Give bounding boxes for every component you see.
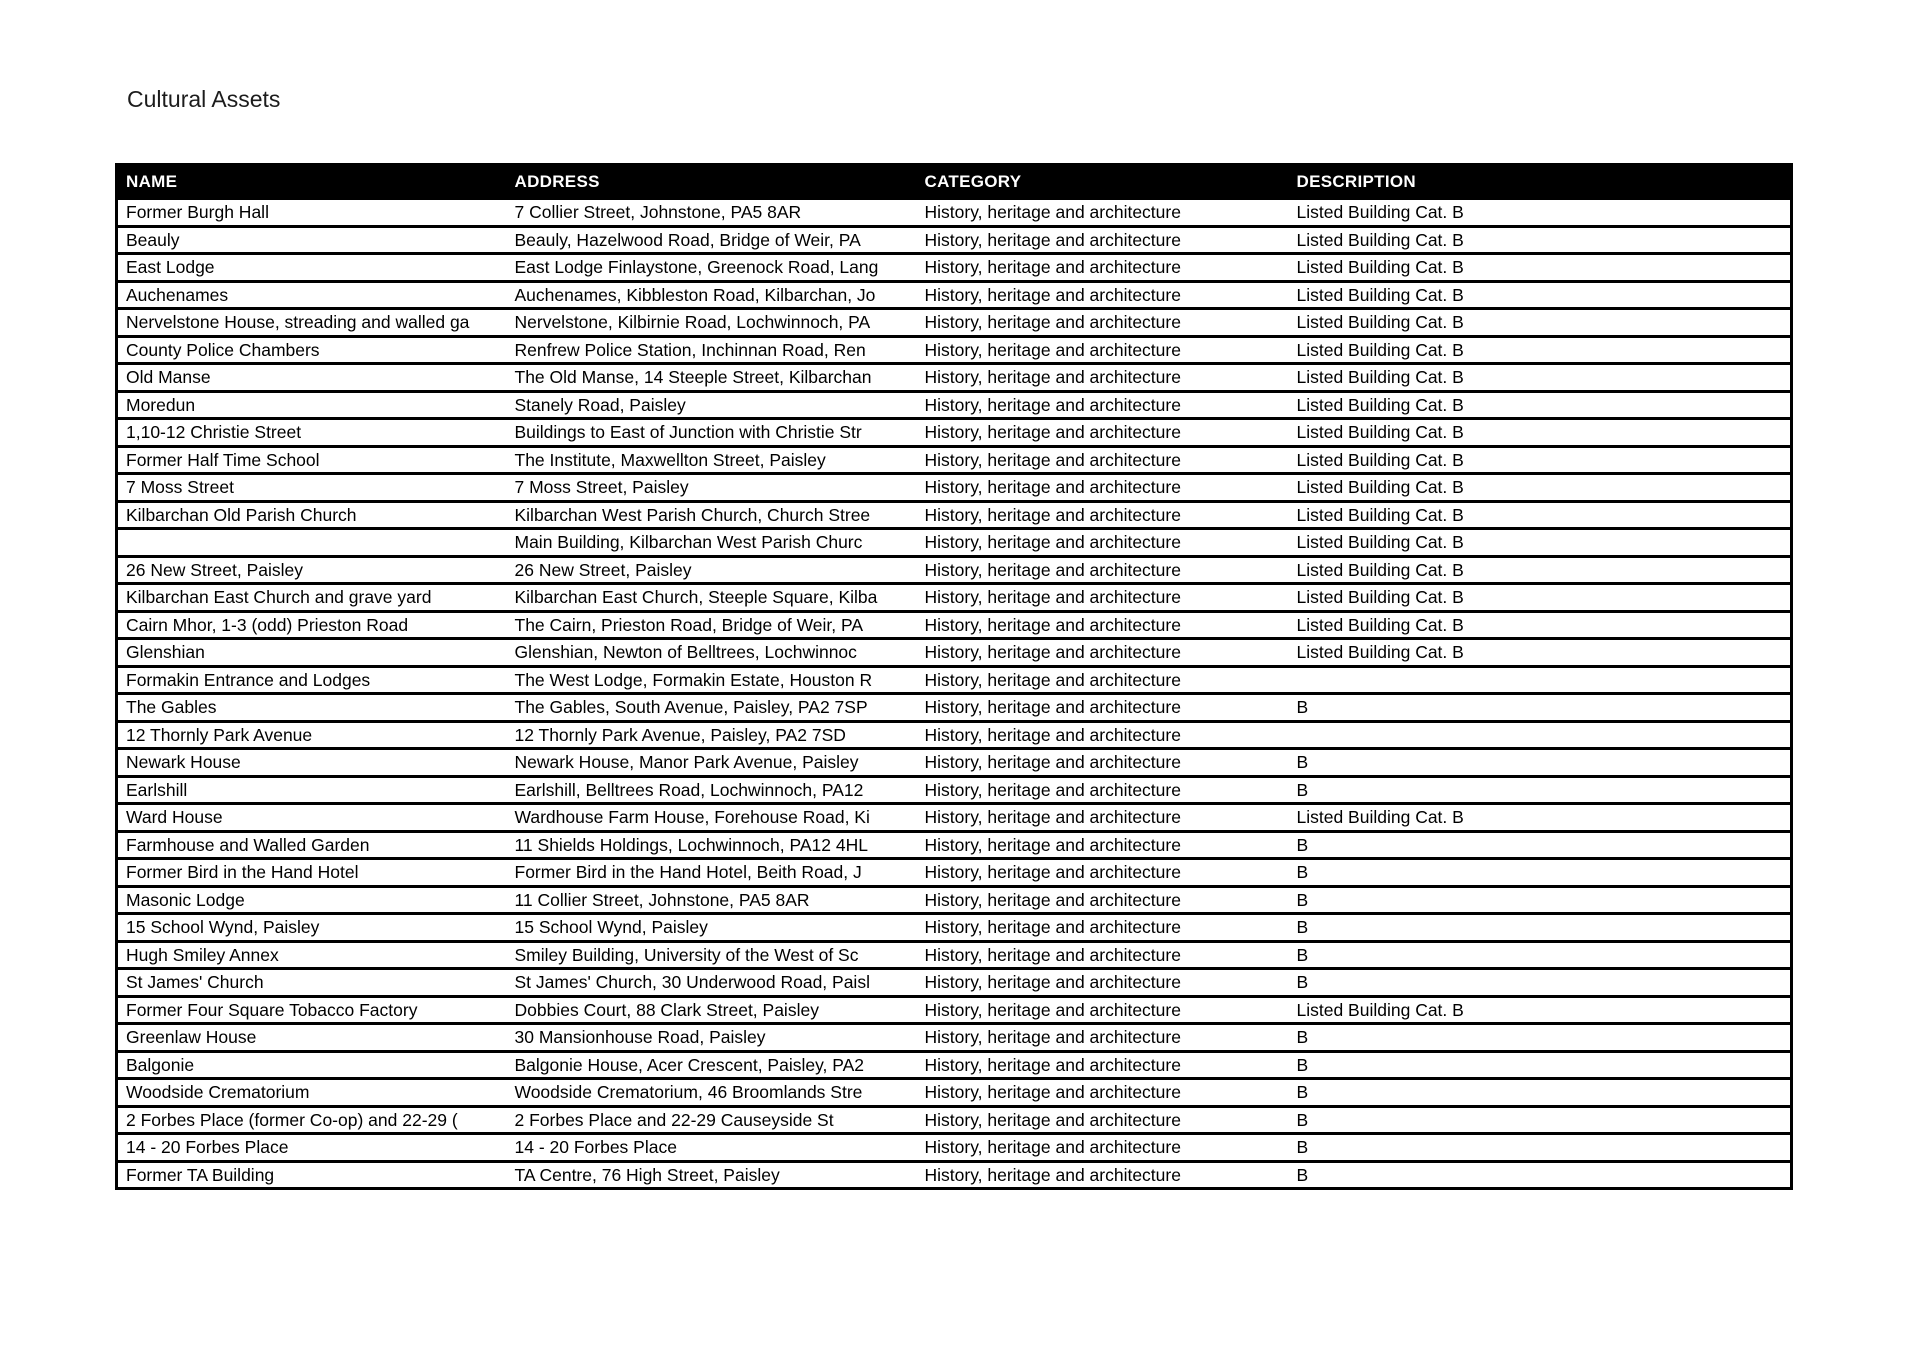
description-cell: B [1289,776,1792,804]
category-cell: History, heritage and architecture [917,776,1289,804]
table-row [117,639,1792,667]
table-row [117,474,1792,502]
description-cell: B [1289,914,1792,942]
table-row [117,776,1792,804]
table-row [117,1161,1792,1189]
name-cell: 7 Moss Street [117,474,507,502]
table-row [117,529,1792,557]
description-cell: Listed Building Cat. B [1289,391,1792,419]
category-cell: History, heritage and architecture [917,886,1289,914]
address-cell: Smiley Building, University of the West of Sc [507,941,917,969]
name-cell: Moredun [117,391,507,419]
page-title: Cultural Assets [127,86,281,112]
description-cell: Listed Building Cat. B [1289,336,1792,364]
category-cell: History, heritage and architecture [917,501,1289,529]
category-cell: History, heritage and architecture [917,1051,1289,1079]
category-cell: History, heritage and architecture [917,611,1289,639]
name-cell: 26 New Street, Paisley [117,556,507,584]
table-row [117,969,1792,997]
name-cell: County Police Chambers [117,336,507,364]
name-cell: Balgonie [117,1051,507,1079]
description-cell [1289,721,1792,749]
address-cell: Auchenames, Kibbleston Road, Kilbarchan, Jo [507,281,917,309]
category-cell: History, heritage and architecture [917,1079,1289,1107]
category-cell: History, heritage and architecture [917,584,1289,612]
address-cell: 15 School Wynd, Paisley [507,914,917,942]
description-cell: B [1289,1134,1792,1162]
category-cell: History, heritage and architecture [917,1161,1289,1189]
category-cell: History, heritage and architecture [917,281,1289,309]
name-cell: The Gables [117,694,507,722]
address-cell: 14 - 20 Forbes Place [507,1134,917,1162]
table-row [117,364,1792,392]
table-row [117,1134,1792,1162]
address-cell: Nervelstone, Kilbirnie Road, Lochwinnoch, PA [507,309,917,337]
description-cell: Listed Building Cat. B [1289,611,1792,639]
name-cell: Ward House [117,804,507,832]
address-cell: 26 New Street, Paisley [507,556,917,584]
table-row [117,226,1792,254]
address-cell: East Lodge Finlaystone, Greenock Road, Lang [507,254,917,282]
description-cell: Listed Building Cat. B [1289,556,1792,584]
table-row [117,749,1792,777]
table-row [117,419,1792,447]
category-cell: History, heritage and architecture [917,969,1289,997]
category-cell: History, heritage and architecture [917,1134,1289,1162]
description-cell: B [1289,831,1792,859]
table-row [117,309,1792,337]
name-cell: Hugh Smiley Annex [117,941,507,969]
description-cell: Listed Building Cat. B [1289,254,1792,282]
name-cell: Nervelstone House, streading and walled ga [117,309,507,337]
name-cell [117,529,507,557]
category-cell: History, heritage and architecture [917,804,1289,832]
name-cell: Old Manse [117,364,507,392]
description-cell: B [1289,749,1792,777]
table-row [117,446,1792,474]
description-cell: Listed Building Cat. B [1289,199,1792,227]
category-cell: History, heritage and architecture [917,1024,1289,1052]
category-cell: History, heritage and architecture [917,721,1289,749]
category-cell: History, heritage and architecture [917,391,1289,419]
address-cell: Glenshian, Newton of Belltrees, Lochwinnoc [507,639,917,667]
cultural-assets-table [115,163,1793,1190]
description-cell: Listed Building Cat. B [1289,226,1792,254]
category-cell: History, heritage and architecture [917,666,1289,694]
address-cell: The Institute, Maxwellton Street, Paisley [507,446,917,474]
address-cell: 11 Shields Holdings, Lochwinnoch, PA12 4HL [507,831,917,859]
address-cell: Renfrew Police Station, Inchinnan Road, Ren [507,336,917,364]
description-cell: B [1289,1106,1792,1134]
table-row [117,694,1792,722]
name-cell: Masonic Lodge [117,886,507,914]
description-cell: B [1289,969,1792,997]
category-cell: History, heritage and architecture [917,336,1289,364]
address-cell: Kilbarchan West Parish Church, Church Stree [507,501,917,529]
category-cell: History, heritage and architecture [917,199,1289,227]
name-cell: Greenlaw House [117,1024,507,1052]
name-cell: St James' Church [117,969,507,997]
header-cell-name: NAME [117,165,507,199]
address-cell: TA Centre, 76 High Street, Paisley [507,1161,917,1189]
address-cell: Former Bird in the Hand Hotel, Beith Road, J [507,859,917,887]
name-cell: Former Bird in the Hand Hotel [117,859,507,887]
address-cell: 30 Mansionhouse Road, Paisley [507,1024,917,1052]
address-cell: Kilbarchan East Church, Steeple Square, Kilba [507,584,917,612]
category-cell: History, heritage and architecture [917,446,1289,474]
address-cell: St James' Church, 30 Underwood Road, Paisl [507,969,917,997]
name-cell: Farmhouse and Walled Garden [117,831,507,859]
address-cell: 7 Moss Street, Paisley [507,474,917,502]
description-cell: Listed Building Cat. B [1289,309,1792,337]
category-cell: History, heritage and architecture [917,859,1289,887]
address-cell: Newark House, Manor Park Avenue, Paisley [507,749,917,777]
category-cell: History, heritage and architecture [917,1106,1289,1134]
table-row [117,721,1792,749]
table-row [117,666,1792,694]
address-cell: The Gables, South Avenue, Paisley, PA2 7SP [507,694,917,722]
category-cell: History, heritage and architecture [917,556,1289,584]
address-cell: The West Lodge, Formakin Estate, Houston R [507,666,917,694]
name-cell: 14 - 20 Forbes Place [117,1134,507,1162]
description-cell: B [1289,1051,1792,1079]
address-cell: 12 Thornly Park Avenue, Paisley, PA2 7SD [507,721,917,749]
address-cell: 7 Collier Street, Johnstone, PA5 8AR [507,199,917,227]
name-cell: 15 School Wynd, Paisley [117,914,507,942]
table-row [117,584,1792,612]
table-row [117,336,1792,364]
description-cell: Listed Building Cat. B [1289,364,1792,392]
header-cell-address: ADDRESS [507,165,917,199]
category-cell: History, heritage and architecture [917,309,1289,337]
address-cell: Stanely Road, Paisley [507,391,917,419]
description-cell: Listed Building Cat. B [1289,474,1792,502]
address-cell: The Cairn, Prieston Road, Bridge of Weir, PA [507,611,917,639]
table-row [117,199,1792,227]
address-cell: Main Building, Kilbarchan West Parish Churc [507,529,917,557]
description-cell: Listed Building Cat. B [1289,584,1792,612]
name-cell: Former Half Time School [117,446,507,474]
category-cell: History, heritage and architecture [917,639,1289,667]
description-cell: Listed Building Cat. B [1289,529,1792,557]
description-cell: Listed Building Cat. B [1289,419,1792,447]
address-cell: 2 Forbes Place and 22-29 Causeyside St [507,1106,917,1134]
description-cell: B [1289,1161,1792,1189]
name-cell: Former Four Square Tobacco Factory [117,996,507,1024]
description-cell: B [1289,886,1792,914]
name-cell: Auchenames [117,281,507,309]
description-cell: B [1289,941,1792,969]
description-cell: B [1289,694,1792,722]
name-cell: 12 Thornly Park Avenue [117,721,507,749]
table-row [117,831,1792,859]
address-cell: Woodside Crematorium, 46 Broomlands Stre [507,1079,917,1107]
name-cell: East Lodge [117,254,507,282]
table-row [117,254,1792,282]
category-cell: History, heritage and architecture [917,529,1289,557]
table-row [117,804,1792,832]
description-cell: B [1289,1079,1792,1107]
category-cell: History, heritage and architecture [917,474,1289,502]
name-cell: Beauly [117,226,507,254]
category-cell: History, heritage and architecture [917,254,1289,282]
description-cell: B [1289,859,1792,887]
category-cell: History, heritage and architecture [917,941,1289,969]
description-cell: Listed Building Cat. B [1289,804,1792,832]
category-cell: History, heritage and architecture [917,831,1289,859]
table-row [117,501,1792,529]
category-cell: History, heritage and architecture [917,749,1289,777]
address-cell: Balgonie House, Acer Crescent, Paisley, PA2 [507,1051,917,1079]
category-cell: History, heritage and architecture [917,914,1289,942]
name-cell: Former Burgh Hall [117,199,507,227]
description-cell: Listed Building Cat. B [1289,639,1792,667]
category-cell: History, heritage and architecture [917,226,1289,254]
table-body [117,199,1792,1189]
table-row [117,859,1792,887]
name-cell: 1,10-12 Christie Street [117,419,507,447]
table-row [117,611,1792,639]
header-cell-category: CATEGORY [917,165,1289,199]
table-row [117,914,1792,942]
table-row [117,1079,1792,1107]
description-cell [1289,666,1792,694]
name-cell: Kilbarchan East Church and grave yard [117,584,507,612]
table-row [117,556,1792,584]
table-row [117,996,1792,1024]
category-cell: History, heritage and architecture [917,419,1289,447]
description-cell: Listed Building Cat. B [1289,446,1792,474]
address-cell: Beauly, Hazelwood Road, Bridge of Weir, PA [507,226,917,254]
address-cell: 11 Collier Street, Johnstone, PA5 8AR [507,886,917,914]
table-row [117,281,1792,309]
name-cell: 2 Forbes Place (former Co-op) and 22-29 ( [117,1106,507,1134]
table-row [117,391,1792,419]
address-cell: Wardhouse Farm House, Forehouse Road, Ki [507,804,917,832]
header-row [117,165,1792,199]
name-cell: Woodside Crematorium [117,1079,507,1107]
table-header [117,165,1792,199]
description-cell: Listed Building Cat. B [1289,281,1792,309]
table-row [117,1051,1792,1079]
description-cell: Listed Building Cat. B [1289,501,1792,529]
address-cell: Buildings to East of Junction with Christie Str [507,419,917,447]
name-cell: Formakin Entrance and Lodges [117,666,507,694]
name-cell: Glenshian [117,639,507,667]
name-cell: Newark House [117,749,507,777]
header-cell-description: DESCRIPTION [1289,165,1792,199]
name-cell: Cairn Mhor, 1-3 (odd) Prieston Road [117,611,507,639]
name-cell: Former TA Building [117,1161,507,1189]
name-cell: Earlshill [117,776,507,804]
category-cell: History, heritage and architecture [917,996,1289,1024]
table-row [117,886,1792,914]
table-row [117,1024,1792,1052]
address-cell: Dobbies Court, 88 Clark Street, Paisley [507,996,917,1024]
category-cell: History, heritage and architecture [917,694,1289,722]
name-cell: Kilbarchan Old Parish Church [117,501,507,529]
description-cell: Listed Building Cat. B [1289,996,1792,1024]
address-cell: The Old Manse, 14 Steeple Street, Kilbarchan [507,364,917,392]
description-cell: B [1289,1024,1792,1052]
table-row [117,1106,1792,1134]
address-cell: Earlshill, Belltrees Road, Lochwinnoch, PA12 [507,776,917,804]
category-cell: History, heritage and architecture [917,364,1289,392]
table-row [117,941,1792,969]
